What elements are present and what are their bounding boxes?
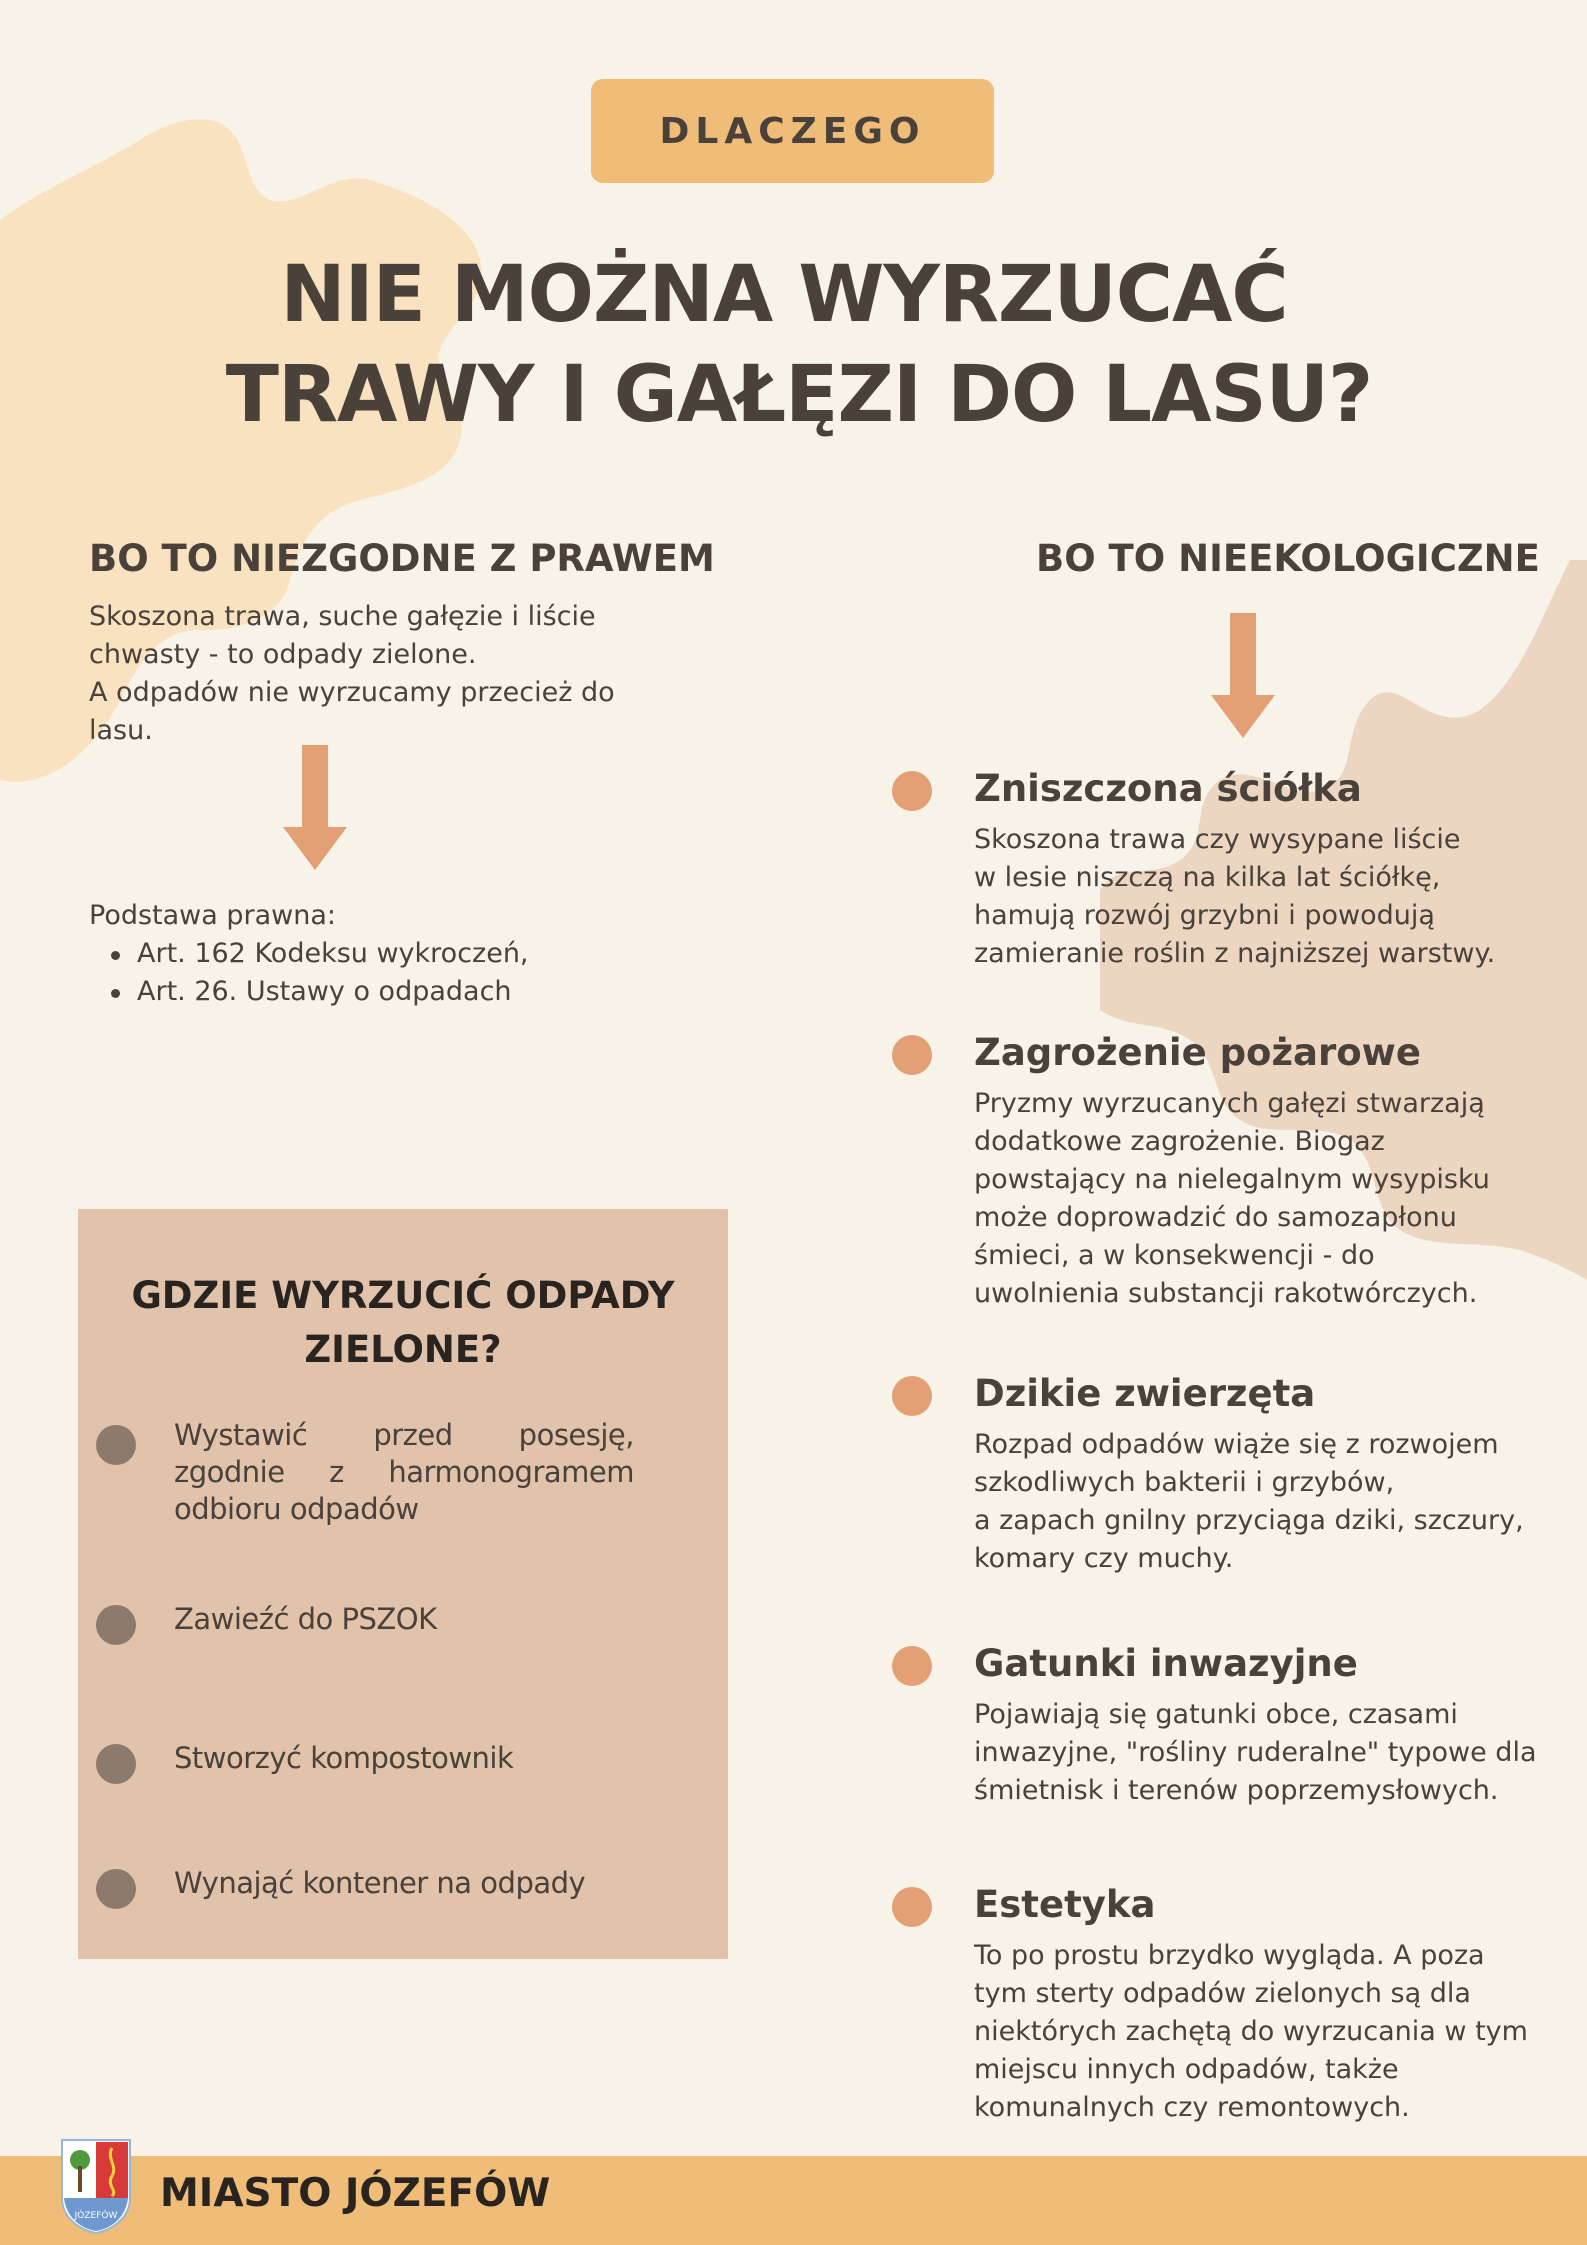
- disposal-box: [78, 1209, 728, 1959]
- left-section-text: [89, 598, 669, 750]
- reason-text-line: komary czy muchy.: [974, 1543, 1234, 1574]
- arrow-down-icon: [1211, 613, 1275, 738]
- page-title-line-2: TRAWY I GAŁĘZI DO LASU?: [225, 350, 1373, 440]
- reason-text-line: niektórych zachętą do wyrzucania w tym: [974, 2016, 1528, 2047]
- arrow-down-icon: [283, 745, 347, 870]
- reason-text-line: Pryzmy wyrzucanych gałęzi stwarzają: [974, 1088, 1485, 1119]
- legal-basis-list: [89, 935, 649, 1011]
- legal-basis-item: Art. 26. Ustawy o odpadach: [89, 973, 649, 1011]
- reason-text: [974, 821, 1574, 973]
- reason-text-line: może doprowadzić do samozapłonu: [974, 1202, 1457, 1233]
- bullet-dot-icon: [892, 1646, 932, 1686]
- left-text-line: Skoszona trawa, suche gałęzie i liście: [89, 601, 596, 632]
- reason-text-line: Pojawiają się gatunki obce, czasami: [974, 1699, 1458, 1730]
- disposal-option-text: Zawieźć do PSZOK: [174, 1602, 437, 1636]
- disposal-option-text: Wynająć kontener na odpady: [174, 1866, 586, 1900]
- reason-title: Zniszczona ściółka: [974, 767, 1362, 810]
- disposal-box-title-line: GDZIE WYRZUCIĆ ODPADY: [131, 1274, 675, 1317]
- reason-text-line: miejscu innych odpadów, także: [974, 2054, 1399, 2085]
- legal-basis-item: Art. 162 Kodeksu wykroczeń,: [89, 935, 649, 973]
- bullet-dot-icon: [892, 1887, 932, 1927]
- bullet-dot-icon: [96, 1425, 136, 1465]
- reason-text-line: a zapach gnilny przyciąga dziki, szczury,: [974, 1505, 1524, 1536]
- left-text-line: lasu.: [89, 715, 153, 746]
- disposal-option-text: Stworzyć kompostownik: [174, 1741, 514, 1775]
- reason-text-line: hamują rozwój grzybni i powodują: [974, 900, 1435, 931]
- bullet-dot-icon: [96, 1744, 136, 1784]
- page-title-line-1: NIE MOŻNA WYRZUCAĆ: [280, 250, 1288, 340]
- bullet-dot-icon: [892, 1035, 932, 1075]
- reason-title: Estetyka: [974, 1883, 1156, 1926]
- reason-text-line: śmietnisk i terenów poprzemysłowych.: [974, 1775, 1499, 1806]
- reason-title: Dzikie zwierzęta: [974, 1372, 1316, 1415]
- reason-text-line: Rozpad odpadów wiąże się z rozwojem: [974, 1429, 1499, 1460]
- reason-text-line: w lesie niszczą na kilka lat ściółkę,: [974, 862, 1441, 893]
- reason-text-line: śmieci, a w konsekwencji - do: [974, 1240, 1375, 1271]
- reason-text: [974, 1426, 1574, 1578]
- right-section-heading: BO TO NIEEKOLOGICZNE: [1036, 537, 1540, 580]
- reason-text-line: dodatkowe zagrożenie. Biogaz: [974, 1126, 1385, 1157]
- disposal-box-title: [98, 1269, 708, 1377]
- city-crest-icon: [60, 2138, 132, 2234]
- reason-text-line: szkodliwych bakterii i grzybów,: [974, 1467, 1395, 1498]
- reason-text-line: inwazyjne, "rośliny ruderalne" typowe dla: [974, 1737, 1537, 1768]
- bullet-dot-icon: [892, 771, 932, 811]
- disposal-option-text: Wystawić przed posesję, zgodnie z harmonogramem odbioru odpadów: [174, 1418, 634, 1526]
- page-title: [190, 245, 1390, 445]
- reason-text-line: Skoszona trawa czy wysypane liście: [974, 824, 1461, 855]
- reason-text-line: uwolnienia substancji rakotwórczych.: [974, 1278, 1478, 1309]
- reason-title: Gatunki inwazyjne: [974, 1642, 1358, 1685]
- bullet-dot-icon: [96, 1869, 136, 1909]
- reason-text-line: komunalnych czy remontowych.: [974, 2092, 1410, 2123]
- bullet-dot-icon: [892, 1376, 932, 1416]
- reason-text-line: powstający na nielegalnym wysypisku: [974, 1164, 1490, 1195]
- reason-text-line: zamieranie roślin z najniższej warstwy.: [974, 938, 1496, 969]
- reason-text-line: To po prostu brzydko wygląda. A poza: [974, 1940, 1485, 1971]
- left-section-heading: BO TO NIEZGODNE Z PRAWEM: [89, 537, 715, 580]
- crest-text: JÓZEFÓW: [74, 2211, 118, 2221]
- bullet-dot-icon: [96, 1605, 136, 1645]
- left-text-line: A odpadów nie wyrzucamy przecież do: [89, 677, 615, 708]
- reason-text: [974, 1696, 1574, 1810]
- legal-basis: [89, 897, 649, 1011]
- disposal-box-title-line: ZIELONE?: [304, 1328, 502, 1371]
- left-text-line: chwasty - to odpady zielone.: [89, 639, 477, 670]
- footer-city-name: MIASTO JÓZEFÓW: [160, 2171, 551, 2216]
- header-badge: DLACZEGO: [591, 79, 994, 183]
- reason-title: Zagrożenie pożarowe: [974, 1031, 1421, 1074]
- reason-text: [974, 1937, 1574, 2127]
- reason-text-line: tym sterty odpadów zielonych są dla: [974, 1978, 1471, 2009]
- legal-basis-label: Podstawa prawna:: [89, 900, 337, 931]
- reason-text: [974, 1085, 1574, 1313]
